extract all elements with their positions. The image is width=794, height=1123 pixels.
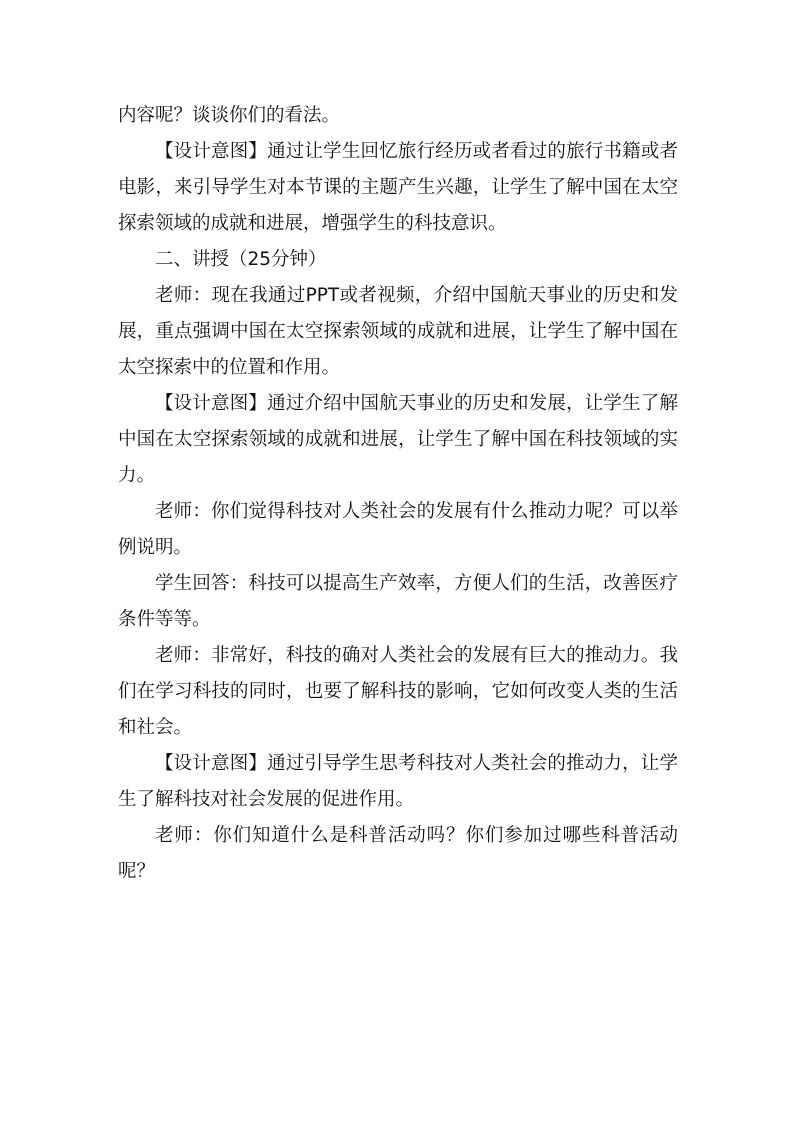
paragraph-teacher-question: 老师：你们觉得科技对人类社会的发展有什么推动力呢？可以举例说明。 [118, 501, 678, 558]
paragraph-teacher-response: 老师：非常好，科技的确对人类社会的发展有巨大的推动力。我们在学习科技的同时，也要了解科技的影响，它如何改变人类的生活和社会。 [118, 645, 678, 738]
paragraph-continuation: 内容呢？谈谈你们的看法。 [118, 105, 341, 126]
paragraph-design-intent-2: 【设计意图】通过介绍中国航天事业的历史和发展，让学生了解中国在太空探索领域的成就和进展，让学生了解中国在科技领域的实力。 [118, 393, 678, 486]
section-heading-lecture: 二、讲授（25分钟） [155, 249, 327, 270]
paragraph-design-intent-3: 【设计意图】通过引导学生思考科技对人类社会的推动力，让学生了解科技对社会发展的促进作用。 [118, 753, 678, 810]
paragraph-design-intent-1: 【设计意图】通过让学生回忆旅行经历或者看过的旅行书籍或者电影，来引导学生对本节课的主题产生兴趣，让学生了解中国在太空探索领域的成就和进展，增强学生的科技意识。 [118, 141, 678, 234]
paragraph-student-answer: 学生回答：科技可以提高生产效率，方便人们的生活，改善医疗条件等等。 [118, 573, 678, 630]
paragraph-teacher-science-activity: 老师：你们知道什么是科普活动吗？你们参加过哪些科普活动呢？ [118, 825, 678, 882]
document-body [118, 98, 678, 890]
paragraph-teacher-intro: 老师：现在我通过PPT或者视频，介绍中国航天事业的历史和发展，重点强调中国在太空探索领域的成就和进展，让学生了解中国在太空探索中的位置和作用。 [118, 285, 678, 378]
